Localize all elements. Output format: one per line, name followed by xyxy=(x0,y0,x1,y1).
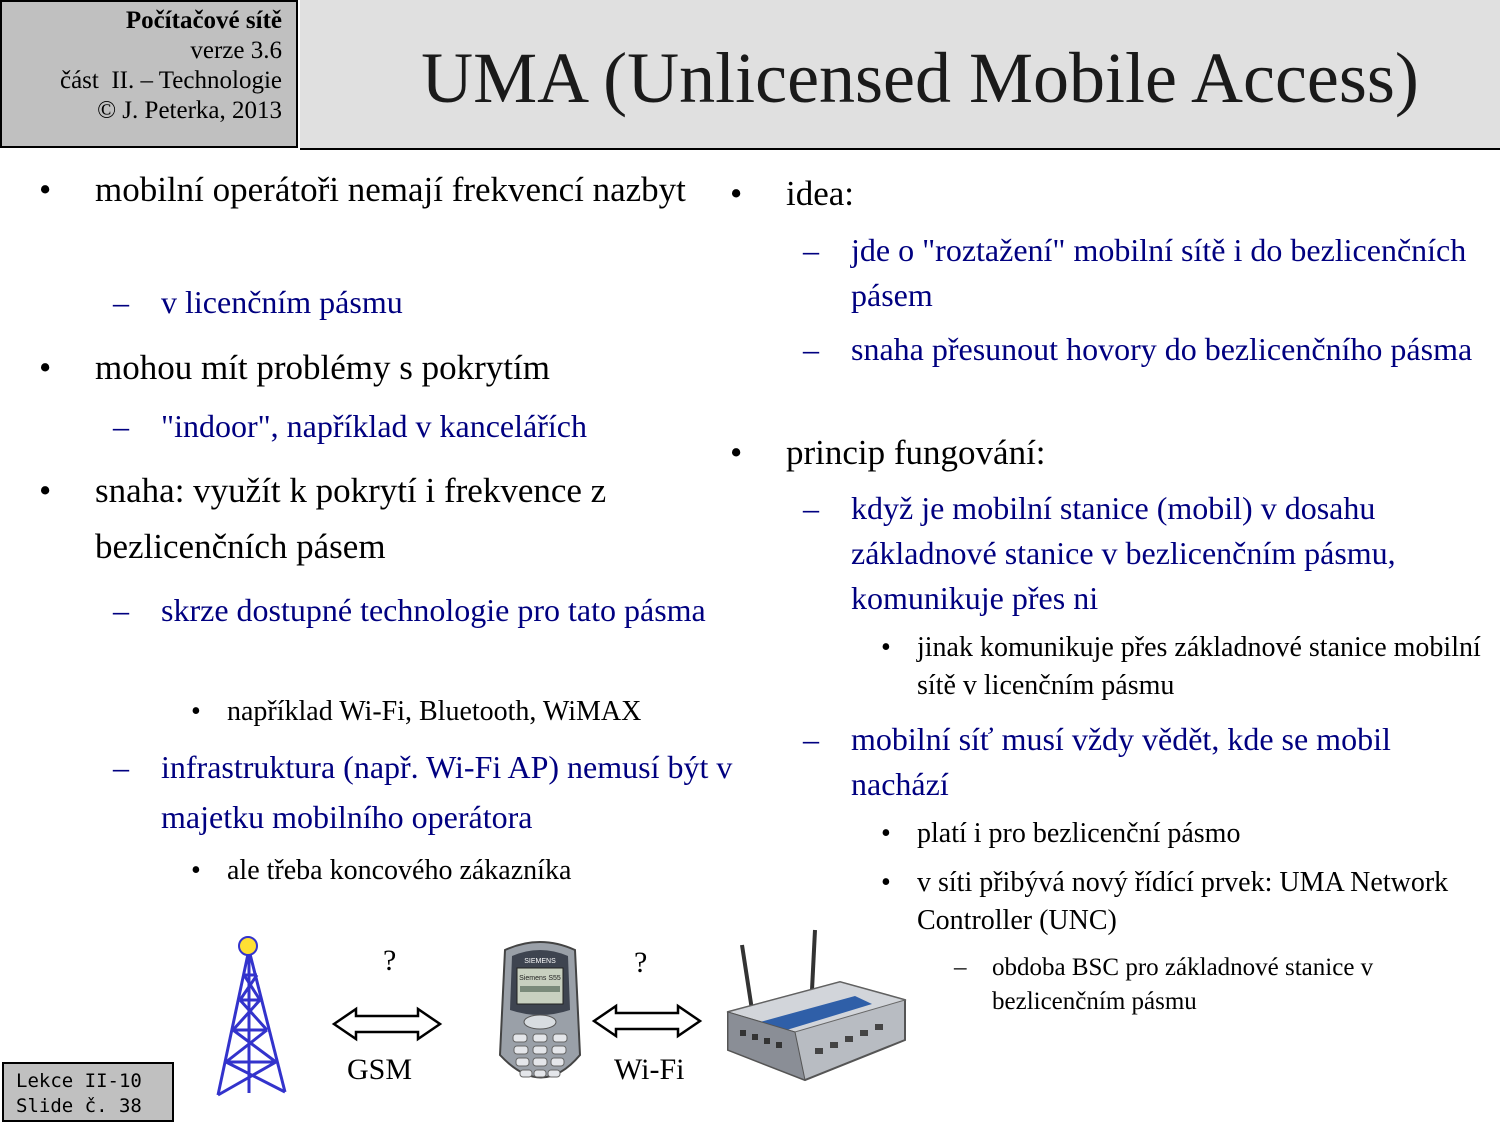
lesson-slide-box xyxy=(2,1062,174,1122)
dash-marker: – xyxy=(803,721,819,757)
bullet-marker: • xyxy=(191,696,201,727)
item-text: skrze dostupné technologie pro tato pásma xyxy=(161,592,706,628)
item-text: platí i pro bezlicenční pásmo xyxy=(917,818,1241,849)
question-mark-gsm: ? xyxy=(383,944,397,977)
copyright-label: © J. Peterka, 2013 xyxy=(97,97,282,124)
bullet-marker: • xyxy=(881,818,891,849)
slide-number-label: Slide č. 38 xyxy=(16,1095,142,1117)
wifi-label: Wi-Fi xyxy=(614,1053,685,1086)
item-text: princip fungování: xyxy=(786,433,1046,472)
part-label: část II. – Technologie xyxy=(59,67,282,94)
dash-marker: – xyxy=(803,232,819,268)
item-text: snaha: využít k pokrytí i frekvence z bezlicenčních pásem xyxy=(95,471,607,566)
version-label: verze 3.6 xyxy=(190,37,282,64)
slide-title: UMA (Unlicensed Mobile Access) xyxy=(421,38,1419,118)
dash-marker: – xyxy=(113,408,129,444)
double-arrow-icon xyxy=(594,1006,700,1036)
item-text: mohou mít problémy s pokrytím xyxy=(95,348,550,387)
bullet-marker: • xyxy=(730,174,743,213)
item-text: když je mobilní stanice (mobil) v dosahu základnové stanice v bezlicenčním pásmu, komunikuje přes ni xyxy=(851,490,1396,616)
item-text: v licenčním pásmu xyxy=(161,284,403,320)
phone-screen-text: Siemens S55 xyxy=(519,975,561,982)
wifi-router-icon xyxy=(728,930,905,1080)
question-mark-wifi: ? xyxy=(634,946,648,979)
item-text: jinak komunikuje přes základnové stanice mobilní sítě v licenčním pásmu xyxy=(917,632,1481,701)
item-text: mobilní síť musí vždy vědět, kde se mobil nachází xyxy=(851,721,1391,802)
bullet-marker: • xyxy=(730,433,743,472)
double-arrow-icon xyxy=(334,1009,440,1039)
tower-light-icon xyxy=(239,937,257,955)
bullet-marker: • xyxy=(881,867,891,898)
item-text: ale třeba koncového zákazníka xyxy=(227,855,572,886)
item-text: obdoba BSC pro základnové stanice v bezlicenčním pásmu xyxy=(992,954,1374,1015)
item-text: mobilní operátoři nemají frekvencí nazbyt xyxy=(95,170,686,209)
bullet-marker: • xyxy=(881,632,891,663)
gsm-label: GSM xyxy=(347,1053,413,1086)
bullet-marker: • xyxy=(39,471,52,510)
dash-marker: – xyxy=(113,592,129,628)
dash-marker: – xyxy=(113,749,129,785)
bullet-marker: • xyxy=(39,170,52,209)
course-name: Počítačové sítě xyxy=(125,7,282,34)
item-text: idea: xyxy=(786,174,855,213)
lesson-label: Lekce II-10 xyxy=(16,1070,142,1092)
dash-marker: – xyxy=(113,284,129,320)
item-text: v síti přibývá nový řídící prvek: UMA Network Controller (UNC) xyxy=(917,867,1449,936)
phone-brand-text: SIEMENS xyxy=(524,958,556,965)
item-text: jde o "roztažení" mobilní sítě i do bezlicenčních pásem xyxy=(851,232,1467,313)
dash-marker: – xyxy=(803,331,819,367)
bullet-marker: • xyxy=(191,855,201,886)
item-text: "indoor", například v kancelářích xyxy=(161,408,587,444)
dash-marker: – xyxy=(954,954,967,981)
item-text: snaha přesunout hovory do bezlicenčního pásma xyxy=(851,331,1473,367)
tower-icon xyxy=(218,954,285,1095)
item-text: infrastruktura (např. Wi-Fi AP) nemusí být v majetku mobilního operátora xyxy=(161,749,733,835)
dash-marker: – xyxy=(803,490,819,526)
bullet-marker: • xyxy=(39,348,52,387)
item-text: například Wi-Fi, Bluetooth, WiMAX xyxy=(227,696,642,727)
